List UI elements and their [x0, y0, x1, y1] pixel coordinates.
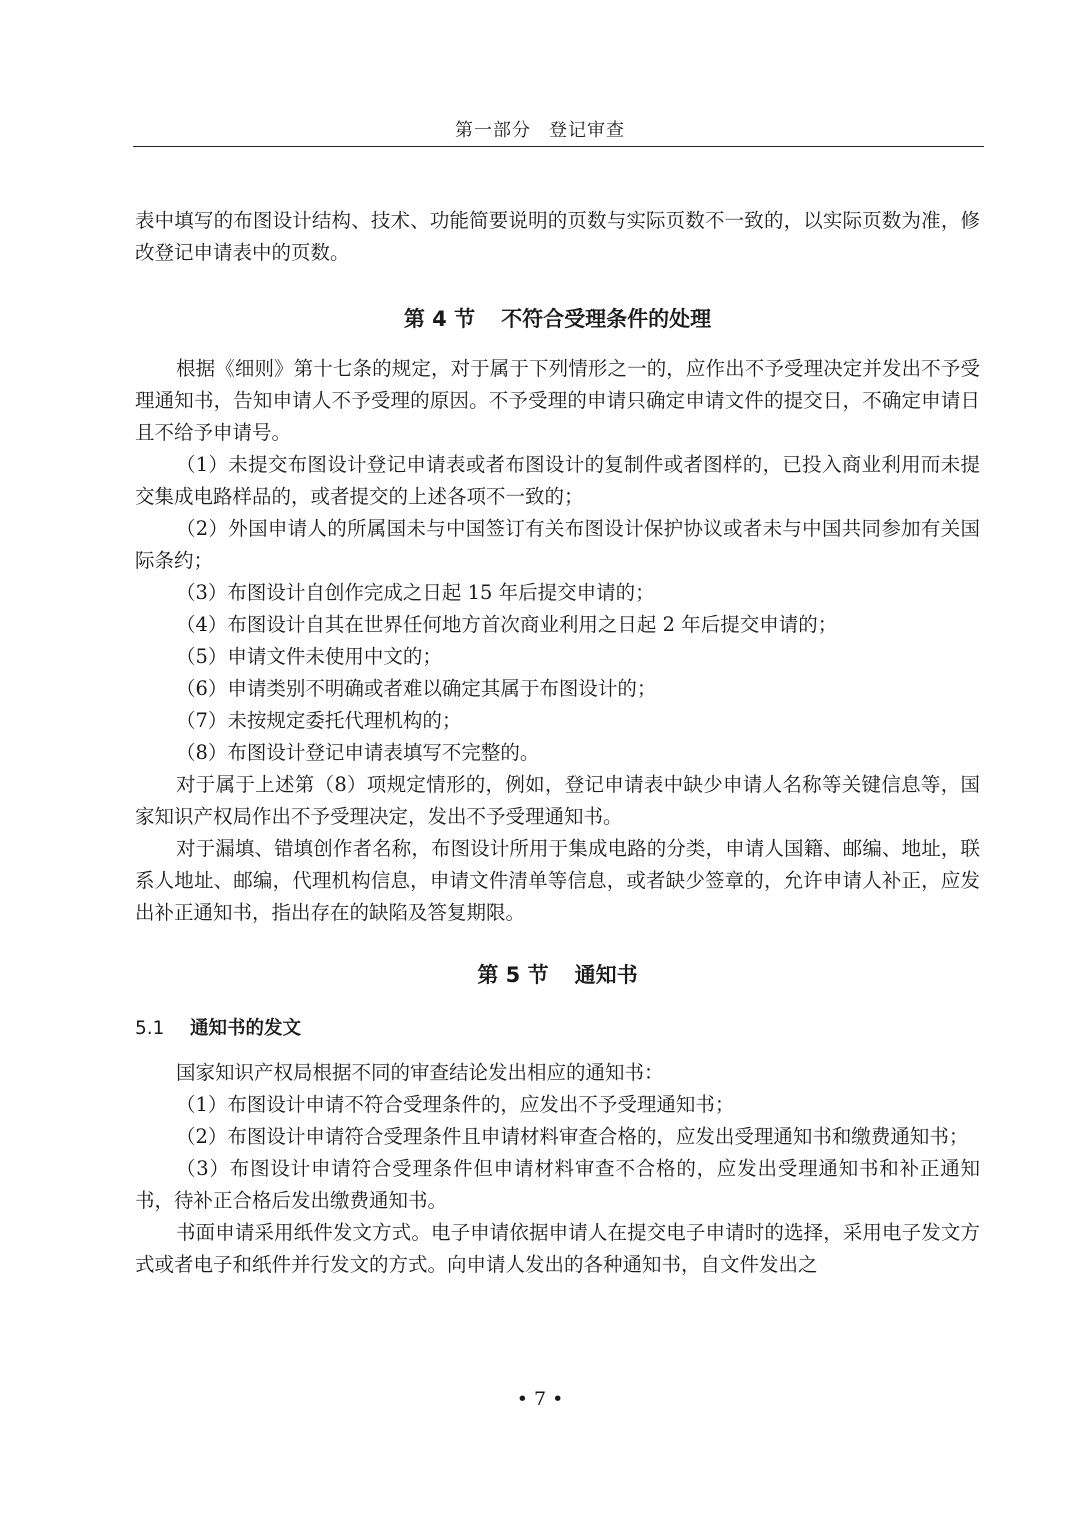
- subsection-5-1-title: [135, 1013, 980, 1045]
- list-item: （2）布图设计申请符合受理条件且申请材料审查合格的，应发出受理通知书和缴费通知书；: [176, 1125, 969, 1148]
- list-item: （1）布图设计申请不符合受理条件的，应发出不予受理通知书；: [176, 1093, 735, 1116]
- list-item: （4）布图设计自其在世界任何地方首次商业利用之日起 2 年后提交申请的；: [176, 613, 838, 636]
- section-5-lead: 国家知识产权局根据不同的审查结论发出相应的通知书：: [176, 1061, 664, 1084]
- list-item: （1）未提交布图设计登记申请表或者布图设计的复制件或者图样的，已投入商业利用而未提交集成电路样品的，或者提交的上述各项不一致的；: [135, 453, 980, 508]
- section-4-title: [135, 303, 980, 335]
- section-4-note-1: 对于属于上述第（8）项规定情形的，例如，登记申请表中缺少申请人名称等关键信息等，国家知识产权局作出不予受理决定，发出不予受理通知书。: [135, 773, 980, 828]
- header-rule: [133, 146, 984, 147]
- section-4-number: 第 4 节: [403, 307, 476, 331]
- section-4-note-2: 对于漏填、错填创作者名称，布图设计所用于集成电路的分类，申请人国籍、邮编、地址，联系人地址、邮编，代理机构信息，申请文件清单等信息，或者缺少签章的，允许申请人补正，应发出补正通知书，指出存在的缺陷及答复期限。: [135, 837, 980, 924]
- subsection-heading: 通知书的发文: [190, 1018, 302, 1039]
- list-item: （7）未按规定委托代理机构的；: [176, 709, 462, 732]
- header-title: 登记审查: [549, 120, 625, 141]
- subsection-number: 5.1: [135, 1018, 165, 1039]
- page-number: • 7 •: [516, 1388, 564, 1410]
- section-5-closing: 书面申请采用纸件发文方式。电子申请依据申请人在提交电子申请时的选择，采用电子发文方式或者电子和纸件并行发文的方式。向申请人发出的各种通知书，自文件发出之: [135, 1221, 980, 1276]
- list-item: （2）外国申请人的所属国未与中国签订有关布图设计保护协议或者未与中国共同参加有关国际条约；: [135, 517, 980, 572]
- section-5-number: 第 5 节: [477, 963, 549, 987]
- section-5-heading: 通知书: [574, 963, 638, 987]
- section-5-title: [135, 959, 980, 991]
- section-4-heading: 不符合受理条件的处理: [501, 307, 712, 331]
- list-item: （3）布图设计申请符合受理条件但申请材料审查不合格的，应发出受理通知书和补正通知书，待补正合格后发出缴费通知书。: [135, 1157, 980, 1212]
- header-part: 第一部分: [455, 120, 531, 141]
- section-4-lead: 根据《细则》第十七条的规定，对于属于下列情形之一的，应作出不予受理决定并发出不予受理通知书，告知申请人不予受理的原因。不予受理的申请只确定申请文件的提交日，不确定申请日且不给予申请号。: [135, 357, 980, 444]
- list-item: （5）申请文件未使用中文的；: [176, 645, 442, 668]
- intro-paragraph: 表中填写的布图设计结构、技术、功能简要说明的页数与实际页数不一致的，以实际页数为准，修改登记申请表中的页数。: [135, 209, 980, 264]
- list-item: （3）布图设计自创作完成之日起 15 年后提交申请的；: [176, 581, 655, 604]
- list-item: （6）申请类别不明确或者难以确定其属于布图设计的；: [176, 677, 657, 700]
- list-item: （8）布图设计登记申请表填写不完整的。: [176, 741, 540, 764]
- page-body: [135, 205, 980, 1281]
- running-header: [0, 116, 1080, 142]
